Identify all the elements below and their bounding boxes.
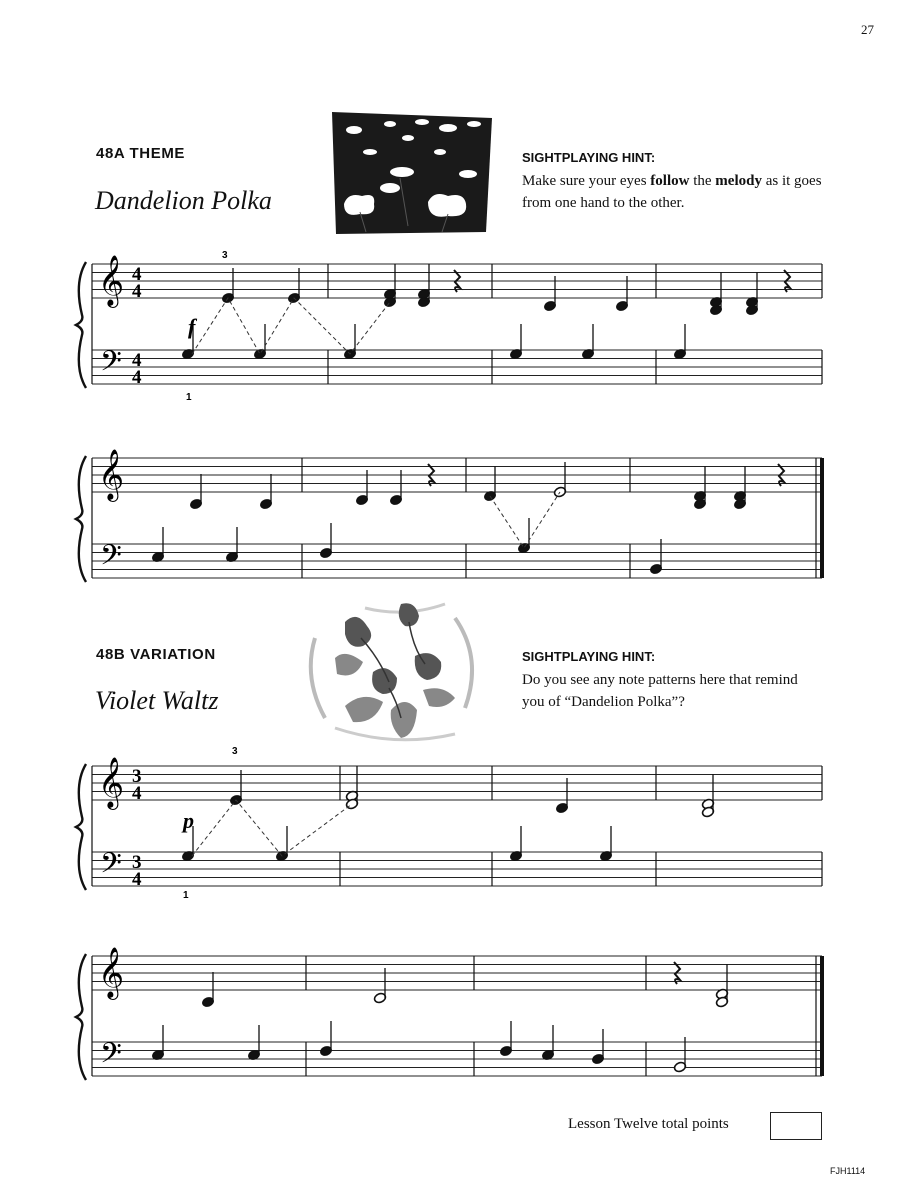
time-signature-top: 3 (132, 852, 142, 873)
section-b-hint-title: SIGHTPLAYING HINT: (522, 649, 656, 664)
hand-crossing-line (192, 800, 352, 856)
treble-clef: 𝄞 (98, 255, 125, 306)
time-signature-top: 4 (132, 350, 142, 371)
section-a-heading: 48A THEME (96, 145, 186, 162)
grand-staff-brace (76, 954, 86, 1080)
system-a2 (76, 449, 822, 582)
book-code: FJH1114 (830, 1166, 866, 1176)
hand-crossing-line (192, 298, 390, 354)
treble-clef: 𝄞 (98, 449, 125, 500)
bass-clef: 𝄢 (100, 539, 122, 579)
treble-clef: 𝄞 (98, 947, 125, 998)
total-points-label: Lesson Twelve total points (568, 1116, 729, 1132)
section-a-title: Dandelion Polka (95, 186, 272, 215)
grand-staff-brace (76, 262, 86, 388)
fingering-b-bottom: 1 (183, 890, 189, 901)
treble-clef: 𝄞 (98, 757, 125, 808)
time-signature-bottom: 4 (132, 367, 142, 388)
hand-crossing-line (490, 492, 560, 548)
fingering-b-top: 3 (232, 746, 238, 757)
fingering-a-bottom: 1 (186, 392, 192, 403)
bass-clef: 𝄢 (100, 847, 122, 887)
section-b-heading: 48B VARIATION (96, 646, 216, 663)
time-signature-top: 4 (132, 264, 142, 285)
time-signature-top: 3 (132, 766, 142, 787)
grand-staff-brace (76, 764, 86, 890)
system-b2 (76, 947, 822, 1080)
section-a-hint-body: Make sure your eyes follow the melody as it goes from one hand to the other. (522, 173, 822, 211)
time-signature-bottom: 4 (132, 783, 142, 804)
time-signature-bottom: 4 (132, 281, 142, 302)
section-b-title: Violet Waltz (95, 686, 219, 715)
fingering-a-top: 3 (222, 250, 228, 261)
dynamic-forte: f (188, 314, 196, 339)
bass-clef: 𝄢 (100, 345, 122, 385)
dynamic-piano: p (183, 808, 194, 833)
page-number: 27 (861, 22, 874, 37)
time-signature-bottom: 4 (132, 869, 142, 890)
section-a-hint-title: SIGHTPLAYING HINT: (522, 150, 656, 165)
section-b-hint-body: Do you see any note patterns here that remind you of “Dandelion Polka”? (522, 672, 798, 710)
bass-clef: 𝄢 (100, 1037, 122, 1077)
grand-staff-brace (76, 456, 86, 582)
